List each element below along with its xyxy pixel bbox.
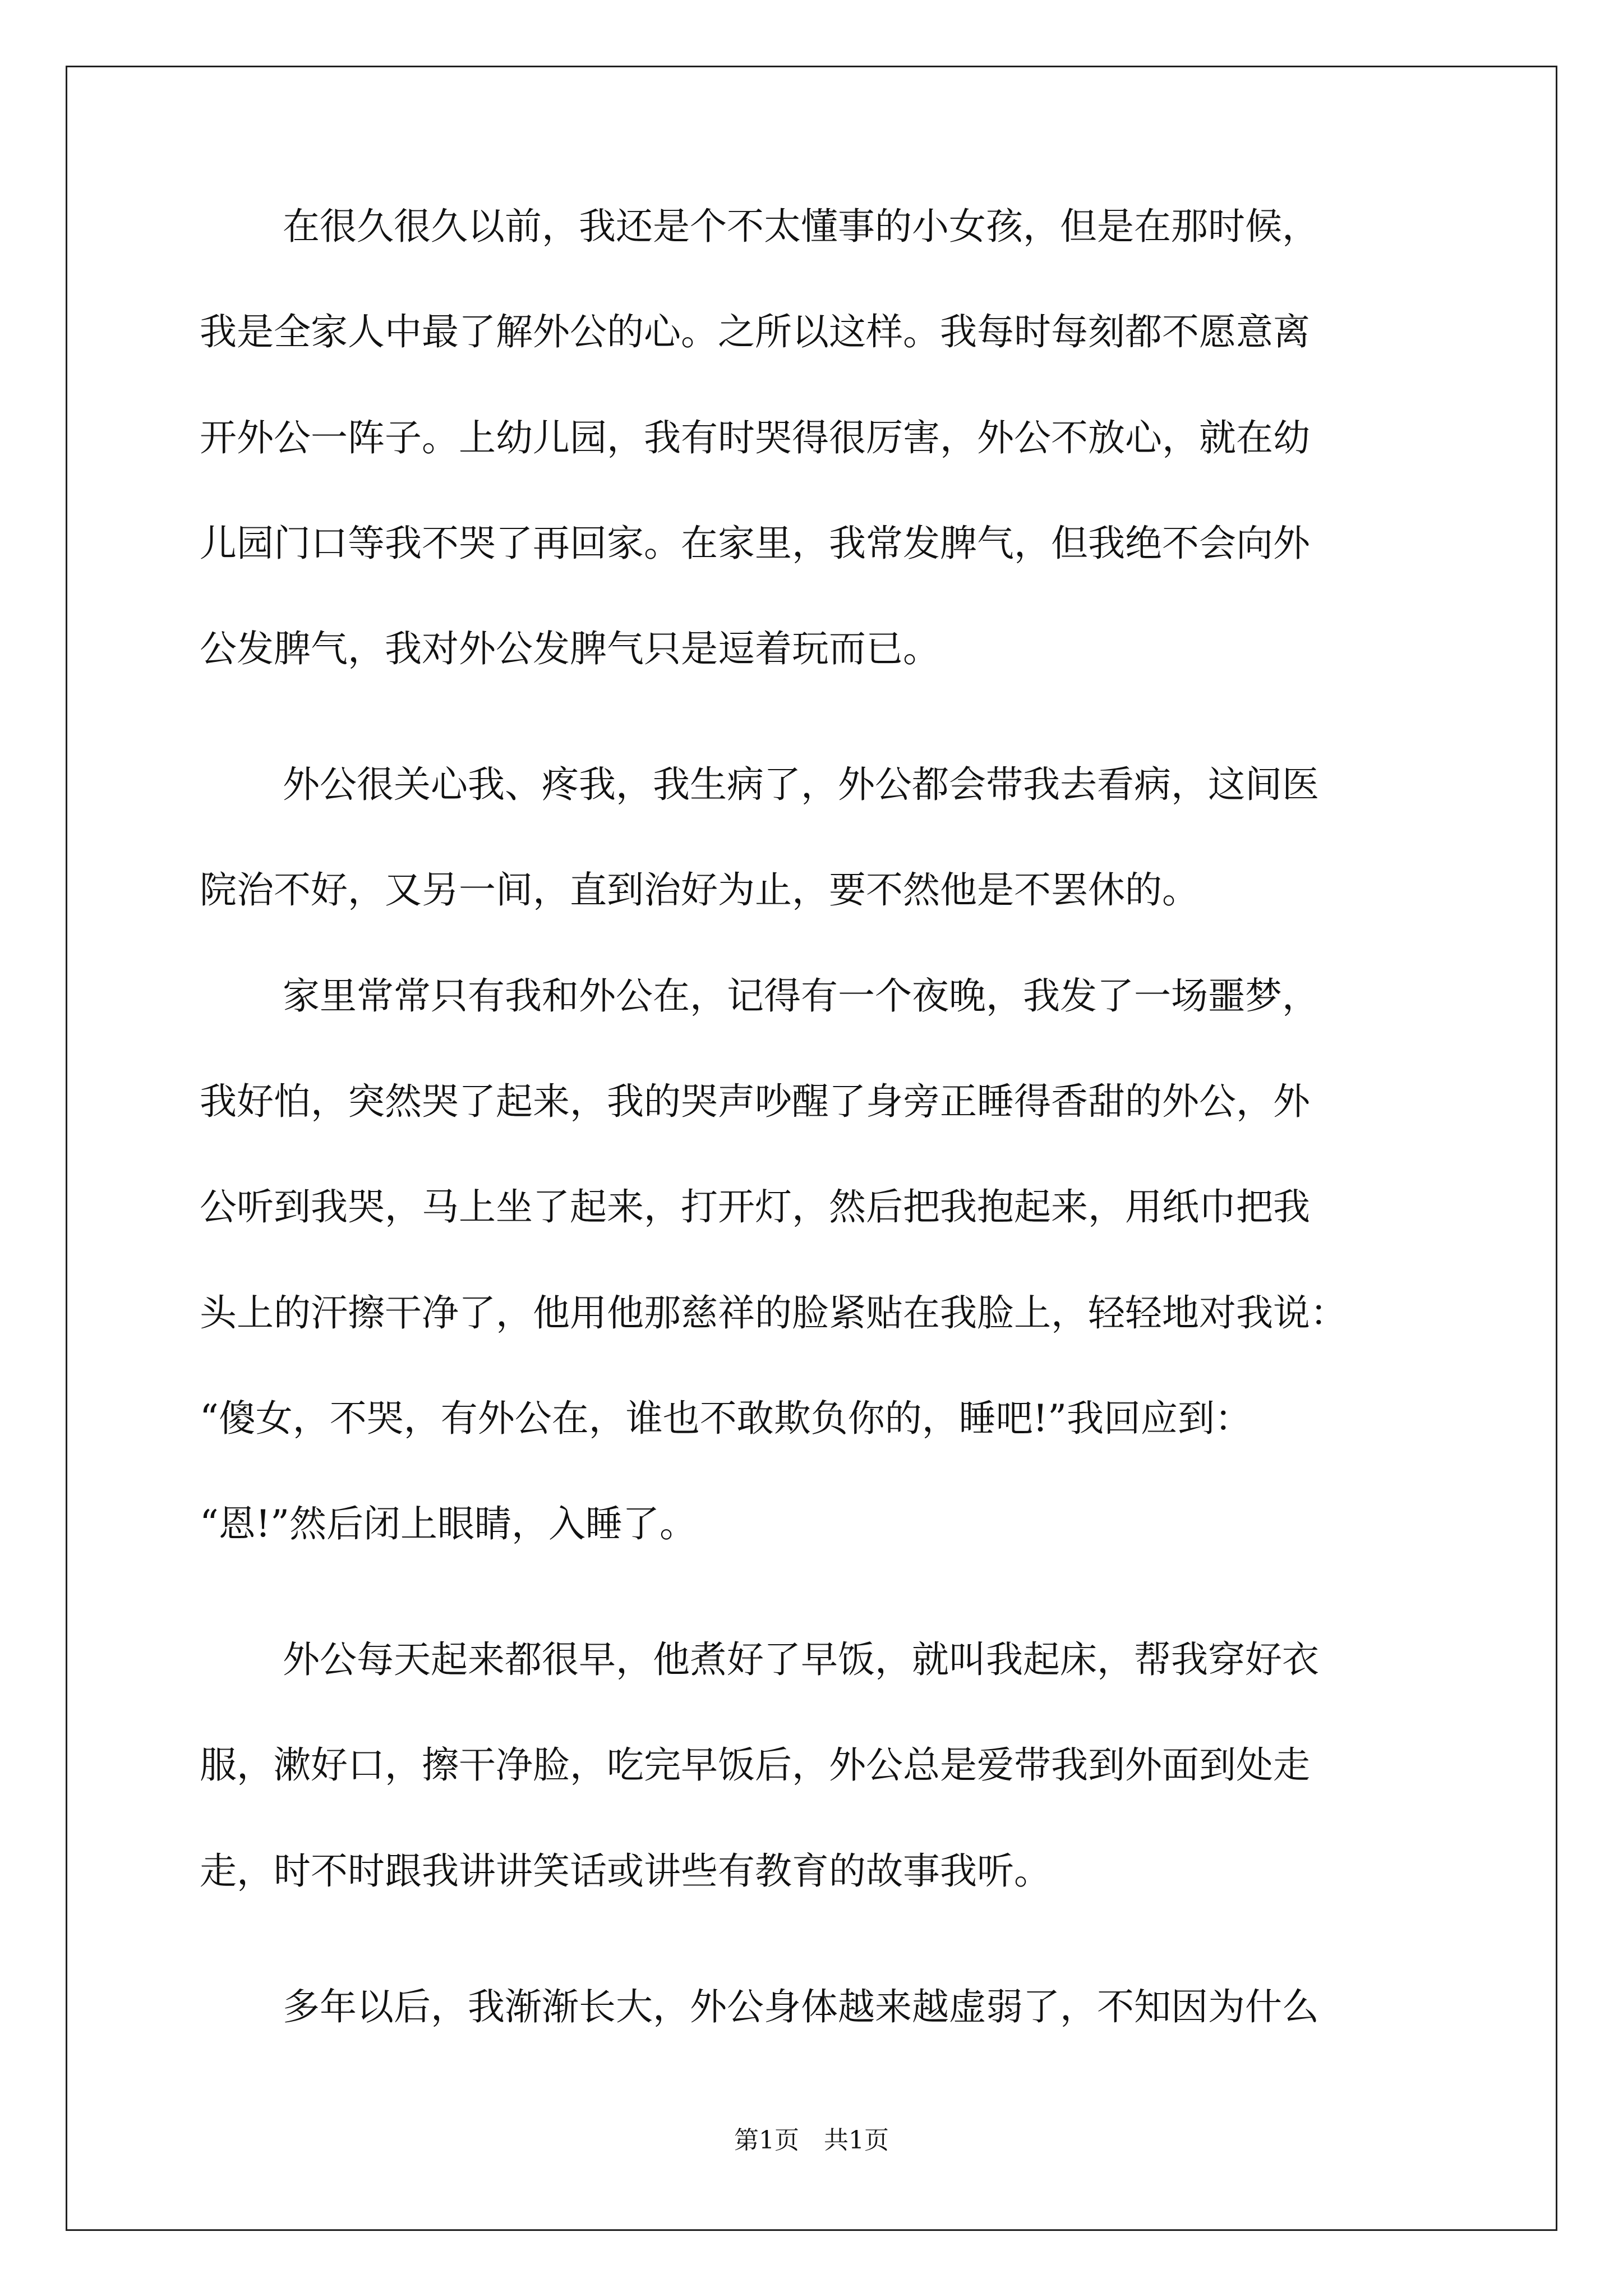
text-line: 开外公一阵子。上幼儿园，我有时哭得很厉害，外公不放心，就在幼 bbox=[200, 416, 1310, 459]
text-line: 院治不好，又另一间，直到治好为止，要不然他是不罢休的。 bbox=[200, 868, 1199, 912]
text-line: 家里常常只有我和外公在，记得有一个夜晚，我发了一场噩梦， bbox=[283, 974, 1319, 1018]
text-line: 儿园门口等我不哭了再回家。在家里，我常发脾气，但我绝不会向外 bbox=[200, 522, 1310, 565]
text-line: 在很久很久以前，我还是个不太懂事的小女孩，但是在那时候， bbox=[283, 205, 1319, 248]
text-line: 外公很关心我、疼我，我生病了，外公都会带我去看病，这间医 bbox=[283, 763, 1319, 806]
text-line: 走，时不时跟我讲讲笑话或讲些有教育的故事我听。 bbox=[200, 1849, 1051, 1893]
page-border bbox=[66, 66, 1557, 2231]
text-line: 服，漱好口，擦干净脸，吃完早饭后，外公总是爱带我到外面到处走 bbox=[200, 1743, 1310, 1787]
text-line: “恩!”然后闭上眼睛，入睡了。 bbox=[200, 1502, 697, 1545]
text-line: 多年以后，我渐渐长大，外公身体越来越虚弱了，不知因为什么 bbox=[283, 1985, 1319, 2028]
text-line: 我是全家人中最了解外公的心。之所以这样。我每时每刻都不愿意离 bbox=[200, 310, 1310, 353]
text-line: 外公每天起来都很早，他煮好了早饭，就叫我起床，帮我穿好衣 bbox=[283, 1638, 1319, 1681]
text-line: 头上的汗擦干净了，他用他那慈祥的脸紧贴在我脸上，轻轻地对我说： bbox=[200, 1291, 1347, 1335]
text-line: 公发脾气，我对外公发脾气只是逗着玩而已。 bbox=[200, 627, 940, 670]
text-line: “傻女，不哭，有外公在，谁也不敢欺负你的，睡吧!”我回应到： bbox=[200, 1397, 1252, 1440]
page-footer: 第1页 共1页 bbox=[734, 2126, 889, 2155]
text-line: 公听到我哭，马上坐了起来，打开灯，然后把我抱起来，用纸巾把我 bbox=[200, 1185, 1310, 1228]
text-line: 我好怕，突然哭了起来，我的哭声吵醒了身旁正睡得香甜的外公，外 bbox=[200, 1080, 1310, 1123]
